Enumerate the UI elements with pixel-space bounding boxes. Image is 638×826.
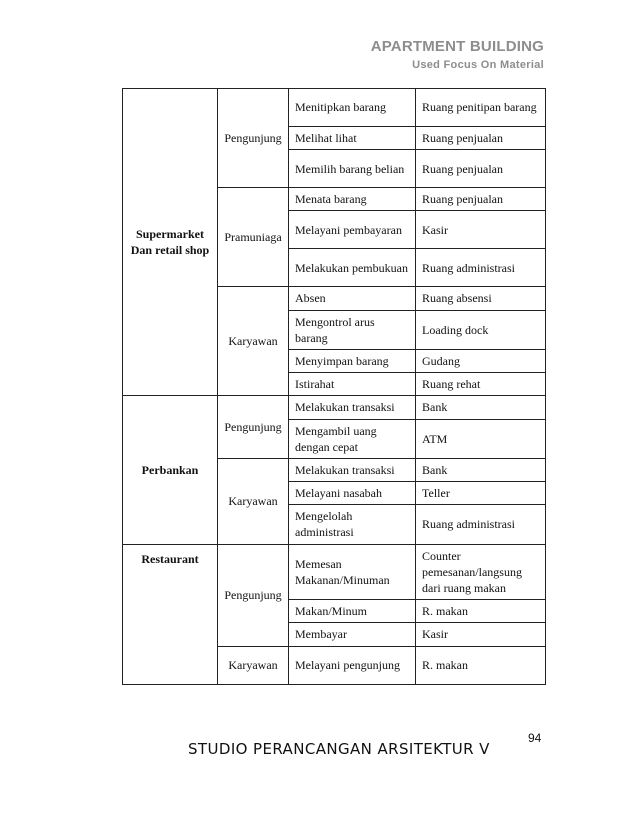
space-cell: Kasir xyxy=(416,211,546,249)
space-cell: Ruang administrasi xyxy=(416,505,546,544)
actor-name: Pengunjung xyxy=(218,396,289,459)
space-cell: Ruang rehat xyxy=(416,373,546,396)
activity-cell: Melakukan pembukuan xyxy=(289,249,416,287)
page-number: 94 xyxy=(528,731,542,745)
facility-name: Supermarket Dan retail shop xyxy=(123,89,218,396)
activity-cell: Menyimpan barang xyxy=(289,349,416,372)
space-cell: Ruang penjualan xyxy=(416,150,546,188)
activity-cell: Melihat lihat xyxy=(289,127,416,150)
table-row xyxy=(123,89,546,127)
activity-cell: Menata barang xyxy=(289,188,416,211)
header-subtitle: Used Focus On Material xyxy=(412,59,544,71)
activity-cell: Melakukan transaksi xyxy=(289,458,416,481)
table-row xyxy=(123,396,546,419)
actor-name: Pengunjung xyxy=(218,544,289,646)
space-cell: Ruang penitipan barang xyxy=(416,89,546,127)
actor-name: Pengunjung xyxy=(218,89,289,188)
space-cell: Kasir xyxy=(416,623,546,646)
header-title: APARTMENT BUILDING xyxy=(370,38,544,55)
space-cell: Loading dock xyxy=(416,310,546,349)
facility-name: Restaurant xyxy=(123,544,218,684)
actor-name: Pramuniaga xyxy=(218,188,289,287)
space-cell: Counter pemesanan/langsung dari ruang makan xyxy=(416,544,546,600)
activity-space-table xyxy=(122,88,546,685)
activity-cell: Mengelolah administrasi xyxy=(289,505,416,544)
activity-cell: Absen xyxy=(289,287,416,310)
facility-name: Perbankan xyxy=(123,396,218,544)
activity-cell: Melayani nasabah xyxy=(289,482,416,505)
space-cell: Gudang xyxy=(416,349,546,372)
actor-name: Karyawan xyxy=(218,646,289,684)
space-cell: Ruang administrasi xyxy=(416,249,546,287)
space-cell: ATM xyxy=(416,419,546,458)
space-cell: Teller xyxy=(416,482,546,505)
activity-cell: Mengambil uang dengan cepat xyxy=(289,419,416,458)
space-cell: Ruang penjualan xyxy=(416,127,546,150)
activity-cell: Makan/Minum xyxy=(289,600,416,623)
space-cell: Bank xyxy=(416,458,546,481)
actor-name: Karyawan xyxy=(218,287,289,396)
footer-studio-title: STUDIO PERANCANGAN ARSITEKTUR V xyxy=(188,740,490,758)
activity-cell: Mengontrol arus barang xyxy=(289,310,416,349)
activity-cell: Melayani pembayaran xyxy=(289,211,416,249)
activity-cell: Menitipkan barang xyxy=(289,89,416,127)
space-cell: R. makan xyxy=(416,600,546,623)
space-cell: R. makan xyxy=(416,646,546,684)
space-cell: Bank xyxy=(416,396,546,419)
activity-cell: Memesan Makanan/Minuman xyxy=(289,544,416,600)
activity-cell: Memilih barang belian xyxy=(289,150,416,188)
activity-cell: Membayar xyxy=(289,623,416,646)
space-cell: Ruang absensi xyxy=(416,287,546,310)
activity-cell: Istirahat xyxy=(289,373,416,396)
activity-cell: Melakukan transaksi xyxy=(289,396,416,419)
space-cell: Ruang penjualan xyxy=(416,188,546,211)
table-row xyxy=(123,544,546,600)
activity-cell: Melayani pengunjung xyxy=(289,646,416,684)
actor-name: Karyawan xyxy=(218,458,289,544)
